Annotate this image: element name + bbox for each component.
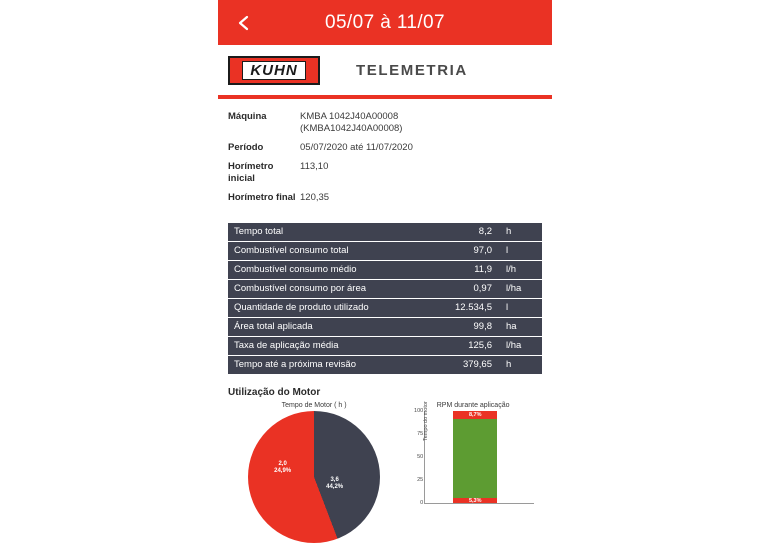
bar-segment-top — [453, 411, 497, 419]
metric-unit: l/ha — [498, 337, 542, 356]
telemetria-title: TELEMETRIA — [356, 61, 468, 79]
table-row — [228, 242, 542, 261]
y-tick: 0 — [420, 500, 424, 506]
metric-unit: l/h — [498, 261, 542, 280]
info-row-period — [228, 142, 542, 154]
report-panel — [218, 0, 552, 506]
pie-graphic — [248, 411, 380, 501]
metric-label: Combustível consumo total — [228, 242, 422, 261]
metric-unit: h — [498, 356, 542, 375]
bar-column — [453, 411, 497, 503]
metric-unit: h — [498, 223, 542, 242]
metric-value: 11,9 — [422, 261, 498, 280]
chevron-left-icon[interactable] — [236, 15, 252, 31]
top-app-bar — [218, 0, 552, 45]
bar-segment-top-label: 8,7% — [468, 412, 482, 418]
section-title-motor: Utilização do Motor — [228, 387, 321, 398]
info-value: 120,35 — [300, 192, 330, 203]
pie-label-dark-percent: 44,2% — [326, 484, 344, 490]
info-value: 05/07/2020 até 11/07/2020 — [300, 142, 413, 153]
table-row — [228, 280, 542, 299]
y-tick: 75 — [417, 431, 424, 437]
metric-label: Tempo total — [228, 223, 422, 242]
info-label: Horímetro final — [228, 192, 296, 203]
metric-value: 8,2 — [422, 223, 498, 242]
info-label: Período — [228, 142, 264, 153]
table-row — [228, 261, 542, 280]
info-label: Máquina — [228, 111, 267, 122]
metric-label: Taxa de aplicação média — [228, 337, 422, 356]
metric-value: 0,97 — [422, 280, 498, 299]
metric-unit: l — [498, 242, 542, 261]
info-row-final-hourmeter — [228, 192, 542, 204]
pie-chart — [228, 402, 400, 512]
table-row — [228, 337, 542, 356]
pie-label-dark-value: 3,6 — [330, 477, 339, 483]
info-label: Horímetro inicial — [228, 161, 274, 184]
bar-segment-bottom — [453, 498, 497, 503]
y-tick: 50 — [417, 454, 424, 460]
metric-value: 12.534,5 — [422, 299, 498, 318]
pie-chart-title: Tempo de Motor ( h ) — [281, 402, 347, 409]
pie-slices — [248, 411, 380, 543]
table-row — [228, 299, 542, 318]
metric-label: Combustível consumo por área — [228, 280, 422, 299]
page-title: 05/07 à 11/07 — [324, 11, 445, 33]
bar-chart-title: RPM durante aplicação — [436, 402, 510, 409]
info-value — [300, 111, 542, 135]
kuhn-logo — [228, 56, 320, 85]
y-tick: 100 — [414, 408, 424, 414]
info-value-line1: KMBA 1042J40A00008 — [300, 111, 399, 122]
bar-chart — [400, 402, 542, 512]
table-row — [228, 356, 542, 375]
bar-segment-middle — [453, 419, 497, 498]
brand-band — [218, 45, 552, 99]
metric-unit: ha — [498, 318, 542, 337]
bar-y-axis-label: Tempo do motor — [423, 401, 430, 441]
metric-value: 125,6 — [422, 337, 498, 356]
info-row-initial-hourmeter — [228, 161, 542, 185]
info-value: 113,10 — [300, 161, 329, 172]
pie-label-red — [274, 461, 291, 475]
machine-info — [218, 99, 552, 217]
metric-value: 97,0 — [422, 242, 498, 261]
kuhn-logo-text: KUHN — [242, 61, 305, 80]
charts-area — [228, 402, 542, 512]
metric-unit: l/ha — [498, 280, 542, 299]
table-row — [228, 223, 542, 242]
metric-unit: l — [498, 299, 542, 318]
pie-label-dark — [326, 477, 343, 491]
pie-label-red-value: 2,0 — [278, 461, 287, 467]
table-row — [228, 318, 542, 337]
bar-segment-bottom-label: 5,3% — [468, 497, 482, 504]
y-tick: 25 — [417, 477, 424, 483]
metric-label: Combustível consumo médio — [228, 261, 422, 280]
metric-value: 379,65 — [422, 356, 498, 375]
metric-label: Tempo até a próxima revisão — [228, 356, 422, 375]
info-row-machine — [228, 111, 542, 135]
metric-label: Área total aplicada — [228, 318, 422, 337]
pie-label-red-percent: 24,9% — [274, 468, 292, 474]
info-value-line2: (KMBA1042J40A00008) — [300, 123, 403, 134]
metrics-table — [228, 223, 542, 375]
metric-label: Quantidade de produto utilizado — [228, 299, 422, 318]
metric-value: 99,8 — [422, 318, 498, 337]
